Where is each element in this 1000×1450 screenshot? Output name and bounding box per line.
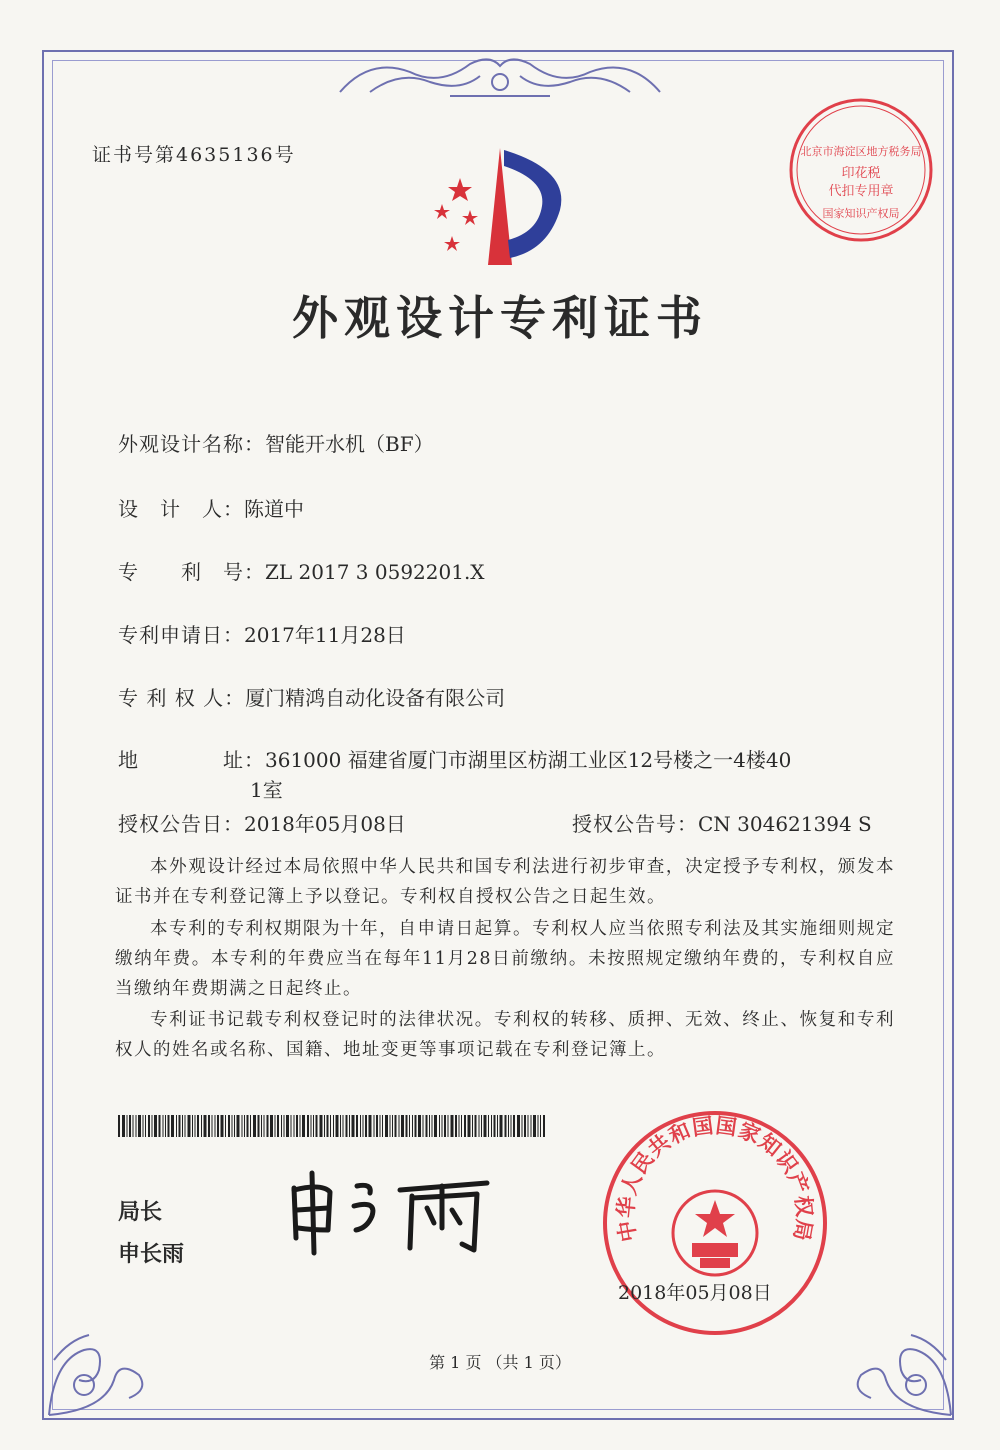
field-grant-no [572, 808, 872, 837]
field-designer-label: 设 计 人： [118, 497, 244, 521]
cnipa-logo-icon [420, 140, 580, 270]
certificate-title: 外观设计专利证书 [292, 291, 708, 345]
tax-seal-center-2: 代扣专用章 [828, 184, 894, 199]
field-address-value-line2: 1室 [250, 778, 283, 802]
field-designer-value: 陈道中 [244, 497, 304, 521]
seal-date: 2018年05月08日 [618, 1282, 772, 1304]
barcode [118, 1115, 548, 1137]
big-seal-text: 中华人民共和国国家知识产权局 [613, 1113, 817, 1244]
field-address-value-line1: 361000 福建省厦门市湖里区枋湖工业区12号楼之一4楼40 [265, 748, 792, 772]
field-address-label: 地 址： [118, 748, 265, 772]
tax-seal-text: 北京市海淀区地方税务局 [800, 145, 922, 158]
field-design-name-label: 外观设计名称： [118, 432, 265, 456]
field-address [118, 744, 791, 773]
field-application-date [118, 619, 406, 648]
paragraph-2: 本专利的专利权期限为十年，自申请日起算。专利权人应当依照专利法及其实施细则规定缴纳年费。本专利的年费应当在每年11月28日前缴纳。未按照规定缴纳年费的，专利权自应当缴纳年费期满之日起终止。 [115, 919, 895, 999]
paragraph-1: 本外观设计经过本局依照中华人民共和国专利法进行初步审查，决定授予专利权，颁发本证书并在专利登记簿上予以登记。专利权自授权公告之日起生效。 [115, 857, 895, 907]
tax-seal-bottom: 国家知识产权局 [822, 207, 900, 220]
field-application-date-value: 2017年11月28日 [244, 623, 406, 647]
handwritten-signature [282, 1168, 502, 1258]
field-design-name-value: 智能开水机（BF） [265, 432, 434, 456]
signatory-title: 局长 [118, 1200, 163, 1225]
field-design-name [118, 428, 434, 457]
field-grant-date-label: 授权公告日： [118, 812, 244, 836]
field-designer [118, 493, 304, 522]
top-ornament [330, 52, 670, 100]
field-patentee-label: 专 利 权 人： [118, 686, 246, 710]
field-grant-no-label: 授权公告号： [572, 812, 698, 836]
field-patent-no-value: ZL 2017 3 0592201.X [265, 560, 485, 584]
field-patent-no [118, 556, 485, 585]
field-patentee-value: 厦门精鸿自动化设备有限公司 [245, 686, 506, 710]
page-number: 第 1 页 （共 1 页） [429, 1353, 571, 1372]
tax-seal-center-1: 印花税 [841, 166, 881, 181]
tax-stamp-seal [786, 95, 936, 245]
national-emblem-icon [673, 1191, 757, 1275]
field-patentee [118, 682, 505, 711]
field-grant-no-value: CN 304621394 S [698, 812, 872, 836]
field-patent-no-label: 专 利 号： [118, 560, 265, 584]
field-grant-date-value: 2018年05月08日 [244, 812, 406, 836]
certificate-number: 证书号第4635136号 [92, 144, 296, 166]
signatory-name: 申长雨 [118, 1242, 185, 1267]
field-grant-date [118, 808, 406, 837]
field-application-date-label: 专利申请日： [118, 623, 244, 647]
paragraph-3: 专利证书记载专利权登记时的法律状况。专利权的转移、质押、无效、终止、恢复和专利权人的姓名或名称、国籍、地址变更等事项记载在专利登记簿上。 [115, 1010, 895, 1060]
